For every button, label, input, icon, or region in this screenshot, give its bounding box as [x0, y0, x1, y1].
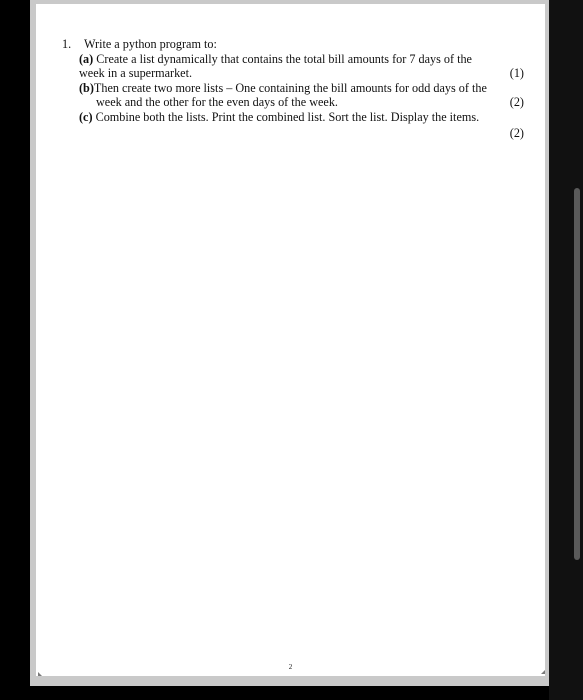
part-b [79, 81, 542, 110]
question-number: 1. [62, 37, 72, 51]
part-b-text-1: Then create two more lists – One containing the bill amounts for odd days of the [93, 80, 487, 95]
part-c-line-1 [79, 110, 542, 125]
document-page [36, 4, 545, 676]
question-header [62, 37, 542, 52]
part-b-text-2: week and the other for the even days of the week. [96, 95, 338, 109]
vertical-scrollbar[interactable] [574, 188, 580, 560]
part-a-label: (a) [79, 51, 94, 66]
part-a-text-1: Create a list dynamically that contains the total bill amounts for 7 days of the [96, 51, 472, 66]
part-c-text-1: Combine both the lists. Print the combined list. Sort the list. Display the items. [95, 109, 480, 124]
part-c-mark: (2) [509, 126, 524, 140]
question-stem: Write a python program to: [84, 37, 217, 51]
part-c [79, 110, 542, 141]
part-a [79, 52, 542, 81]
part-b-line-2 [79, 95, 542, 110]
part-b-mark: (2) [509, 95, 524, 109]
part-a-line-1 [79, 52, 542, 67]
part-b-label: (b) [79, 80, 94, 95]
part-c-label: (c) [79, 109, 93, 124]
part-c-mark-row [79, 126, 542, 141]
part-a-line-2 [79, 66, 542, 81]
page-number: 2 [288, 663, 293, 671]
part-a-text-2: week in a supermarket. [79, 66, 193, 80]
part-b-line-1 [79, 81, 542, 96]
question-block [62, 37, 542, 141]
part-a-mark: (1) [509, 66, 524, 80]
page-corner-left [38, 672, 42, 676]
page-corner-right [541, 670, 545, 674]
